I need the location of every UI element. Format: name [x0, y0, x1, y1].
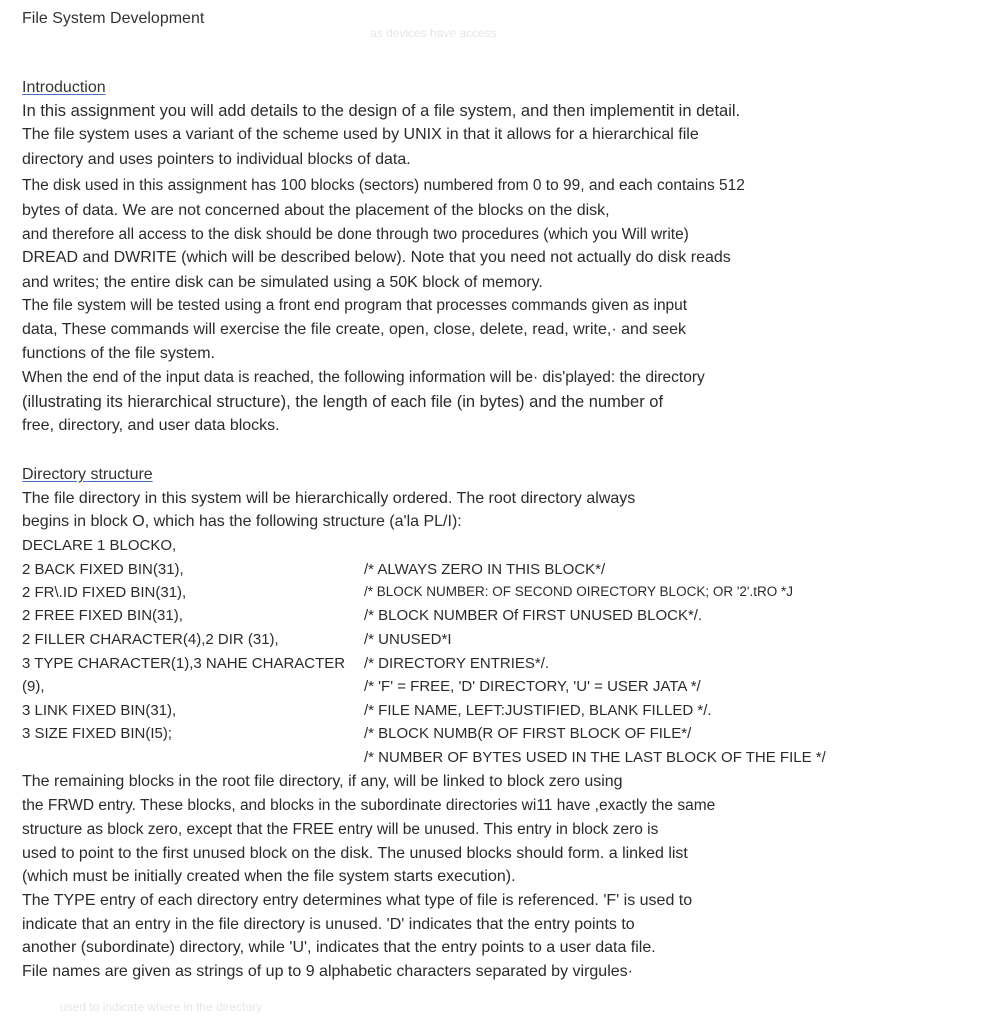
- directory-body-line: indicate that an entry in the file directory is unused. 'D' indicates that the entry points to: [22, 916, 635, 933]
- directory-body-line: structure as block zero, except that the FREE entry will be unused. This entry in block zero is: [22, 821, 659, 838]
- declaration-comment: /* UNUSED*I: [364, 631, 452, 648]
- intro-line: directory and uses pointers to individual blocks of data.: [22, 151, 411, 168]
- directory-body-line: File names are given as strings of up to 9 alphabetic characters separated by virgules·: [22, 963, 633, 980]
- directory-body-line: (which must be initially created when the file system starts execution).: [22, 868, 516, 885]
- directory-body-line: the FRWD entry. These blocks, and blocks in the subordinate directories wi11 have ,exactly the same: [22, 797, 716, 814]
- intro-line: and writes; the entire disk can be simulated using a 50K block of memory.: [22, 274, 543, 291]
- declaration-line: DECLARE 1 BLOCKO,: [22, 537, 177, 554]
- declaration-line: 2 FILLER CHARACTER(4),2 DIR (31),: [22, 631, 279, 648]
- declaration-line: (9),: [22, 678, 45, 695]
- intro-line: In this assignment you will add details to the design of a file system, and then implementit in detail.: [22, 102, 741, 120]
- declaration-comment: /* BLOCK NUMB(R OF FIRST BLOCK OF FILE*/: [364, 725, 692, 742]
- intro-line: and therefore all access to the disk should be done through two procedures (which you Will write): [22, 226, 689, 243]
- directory-body-line: used to point to the first unused block on the disk. The unused blocks should form. a linked list: [22, 845, 688, 862]
- directory-body-line: The TYPE entry of each directory entry determines what type of file is referenced. 'F' is used to: [22, 892, 693, 909]
- declaration-comment: /* 'F' = FREE, 'D' DIRECTORY, 'U' = USER JATA */: [364, 678, 701, 695]
- intro-line: (illustrating its hierarchical structure), the length of each file (in bytes) and the number of: [22, 393, 664, 411]
- intro-line: The disk used in this assignment has 100 blocks (sectors) numbered from 0 to 99, and each contains 512: [22, 177, 745, 194]
- directory-body-line: another (subordinate) directory, while 'U', indicates that the entry points to a user data file.: [22, 939, 656, 956]
- declaration-comment: /* FILE NAME, LEFT:JUSTIFIED, BLANK FILLED */.: [364, 702, 712, 719]
- bleed-through-text-bottom: used to indicate where in the directory: [60, 1000, 263, 1014]
- directory-intro-line: The file directory in this system will be hierarchically ordered. The root directory always: [22, 490, 636, 507]
- intro-line: bytes of data. We are not concerned about the placement of the blocks on the disk,: [22, 202, 610, 219]
- directory-intro-line: begins in block O, which has the following structure (a'la PL/I):: [22, 513, 462, 530]
- declaration-comment: /* BLOCK NUMBER Of FIRST UNUSED BLOCK*/.: [364, 607, 703, 624]
- declaration-line: 2 FR\.ID FIXED BIN(31),: [22, 584, 187, 601]
- intro-line: data, These commands will exercise the file create, open, close, delete, read, write,· and seek: [22, 321, 687, 338]
- bleed-through-text-top: as devices have access: [370, 26, 497, 40]
- declaration-line: 2 FREE FIXED BIN(31),: [22, 607, 183, 624]
- declaration-comment: /* DIRECTORY ENTRIES*/.: [364, 655, 550, 672]
- introduction-heading: Introduction: [22, 79, 106, 96]
- declaration-line: 3 TYPE CHARACTER(1),3 NAHE CHARACTER: [22, 655, 346, 672]
- directory-body-line: The remaining blocks in the root file directory, if any, will be linked to block zero using: [22, 773, 623, 790]
- declaration-line: 3 LINK FIXED BIN(31),: [22, 702, 177, 719]
- declaration-comment: /* NUMBER OF BYTES USED IN THE LAST BLOCK OF THE FILE */: [364, 749, 826, 766]
- declaration-comment: /* ALWAYS ZERO IN THIS BLOCK*/: [364, 561, 606, 578]
- declaration-line: 3 SIZE FIXED BIN(I5);: [22, 725, 173, 742]
- intro-line: The file system will be tested using a front end program that processes commands given as input: [22, 297, 688, 314]
- document-title: File System Development: [22, 10, 205, 27]
- directory-structure-heading: Directory structure: [22, 466, 153, 483]
- intro-line: When the end of the input data is reached, the following information will be· dis'played: the directory: [22, 369, 705, 386]
- intro-line: DREAD and DWRITE (which will be described below). Note that you need not actually do disk reads: [22, 249, 731, 266]
- declaration-comment: /* BLOCK NUMBER: OF SECOND OIRECTORY BLOCK; OR '2'.tRO *J: [364, 584, 793, 599]
- intro-line: The file system uses a variant of the scheme used by UNIX in that it allows for a hierarchical file: [22, 126, 699, 143]
- intro-line: functions of the file system.: [22, 345, 215, 362]
- intro-line: free, directory, and user data blocks.: [22, 417, 280, 434]
- declaration-line: 2 BACK FIXED BIN(31),: [22, 561, 184, 578]
